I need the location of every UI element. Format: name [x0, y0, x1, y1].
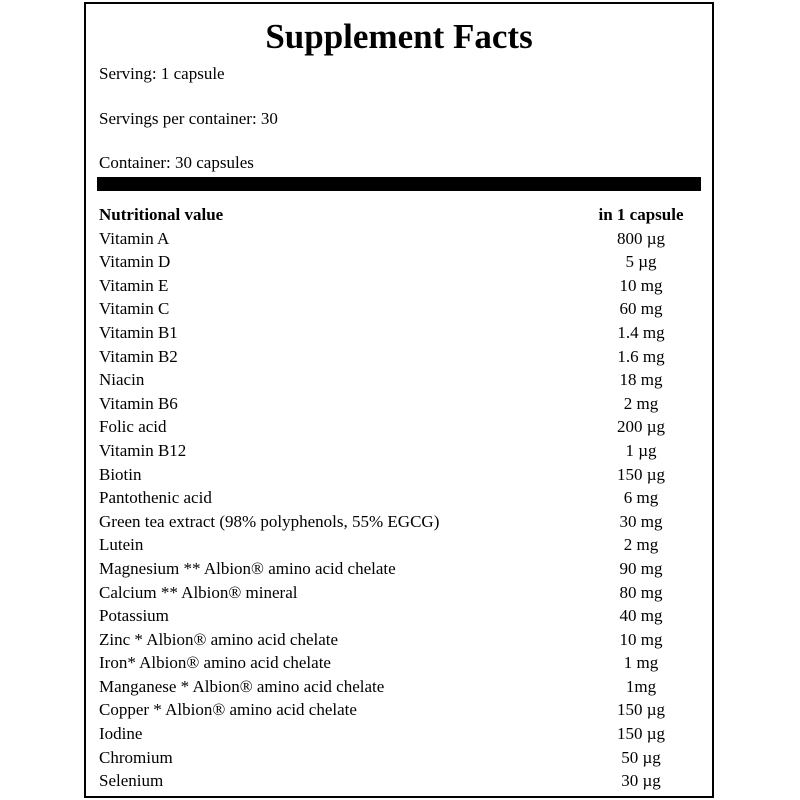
nutrient-amount: 10 mg	[619, 629, 663, 649]
nutrient-amount: 40 mg	[619, 606, 663, 626]
table-row	[99, 321, 699, 345]
nutrient-name: Lutein	[99, 535, 144, 555]
nutrient-amount: 2 mg	[623, 535, 659, 555]
table-row	[99, 227, 699, 251]
table-row	[99, 675, 699, 699]
nutrient-amount: 150 µg	[616, 700, 666, 720]
nutrient-name: Green tea extract (98% polyphenols, 55% EGCG)	[99, 511, 440, 531]
table-row	[99, 581, 699, 605]
nutrient-name: Magnesium ** Albion® amino acid chelate	[99, 558, 396, 578]
table-row	[99, 274, 699, 298]
nutrient-name: Iodine	[99, 724, 143, 744]
nutrient-name: Iron* Albion® amino acid chelate	[99, 653, 331, 673]
nutrient-name: Vitamin B2	[99, 346, 178, 366]
nutrient-name: Vitamin A	[99, 228, 170, 248]
table-row	[99, 415, 699, 439]
nutrient-name: Niacin	[99, 370, 145, 390]
divider-bar	[97, 177, 701, 191]
serving-size: Serving: 1 capsule	[99, 64, 225, 83]
nutrient-name: Selenium	[99, 771, 164, 791]
nutrient-name: Vitamin C	[99, 299, 170, 319]
nutrient-name: Manganese * Albion® amino acid chelate	[99, 676, 385, 696]
nutrient-amount: 5 µg	[625, 252, 657, 272]
nutrient-amount: 6 mg	[623, 488, 659, 508]
nutrient-name: Vitamin B6	[99, 393, 178, 413]
table-row	[99, 769, 699, 793]
nutrient-name: Pantothenic acid	[99, 488, 212, 508]
nutrition-table	[99, 203, 699, 793]
servings-per-container: Servings per container: 30	[99, 109, 278, 128]
nutrient-amount: 30 µg	[621, 771, 661, 791]
nutrient-amount: 60 mg	[619, 299, 663, 319]
nutrient-amount: 1 mg	[623, 653, 659, 673]
table-body	[99, 227, 699, 793]
nutrient-name: Chromium	[99, 747, 173, 767]
table-row	[99, 250, 699, 274]
table-row	[99, 604, 699, 628]
page-title: Supplement Facts	[265, 17, 533, 56]
nutrient-amount: 1mg	[625, 676, 657, 696]
container-size: Container: 30 capsules	[99, 153, 254, 172]
table-row	[99, 698, 699, 722]
table-row	[99, 368, 699, 392]
nutrient-amount: 1.6 mg	[617, 346, 665, 366]
nutrient-amount: 150 µg	[616, 464, 666, 484]
nutrient-name: Biotin	[99, 464, 142, 484]
table-row	[99, 746, 699, 770]
nutrient-amount: 18 mg	[619, 370, 663, 390]
nutrient-name: Vitamin D	[99, 252, 171, 272]
table-row	[99, 463, 699, 487]
nutrient-name: Vitamin B1	[99, 322, 178, 342]
table-row	[99, 486, 699, 510]
nutrient-name: Vitamin E	[99, 275, 169, 295]
nutrient-amount: 10 mg	[619, 275, 663, 295]
nutrient-name: Zinc * Albion® amino acid chelate	[99, 629, 339, 649]
table-row	[99, 297, 699, 321]
nutrient-name: Copper * Albion® amino acid chelate	[99, 700, 357, 720]
table-row	[99, 651, 699, 675]
nutrient-amount: 800 µg	[616, 228, 666, 248]
nutrient-amount: 30 mg	[619, 511, 663, 531]
nutrient-name: Vitamin B12	[99, 440, 187, 460]
table-row	[99, 722, 699, 746]
nutrient-amount: 1.4 mg	[617, 322, 665, 342]
nutrient-amount: 1 µg	[625, 440, 657, 460]
table-row	[99, 510, 699, 534]
table-row	[99, 557, 699, 581]
nutrient-name: Folic acid	[99, 417, 167, 437]
nutrient-amount: 50 µg	[621, 747, 661, 767]
table-row	[99, 439, 699, 463]
nutrient-amount: 90 mg	[619, 558, 663, 578]
nutrient-name: Potassium	[99, 606, 169, 626]
column-header-amount: in 1 capsule	[598, 205, 684, 224]
supplement-facts-panel	[84, 2, 714, 798]
column-header-nutrient: Nutritional value	[99, 205, 224, 224]
nutrient-name: Calcium ** Albion® mineral	[99, 582, 298, 602]
table-header-row	[99, 203, 699, 227]
nutrient-amount: 200 µg	[616, 417, 666, 437]
table-row	[99, 628, 699, 652]
nutrient-amount: 150 µg	[616, 724, 666, 744]
table-row	[99, 533, 699, 557]
nutrient-amount: 2 mg	[623, 393, 659, 413]
table-row	[99, 345, 699, 369]
table-row	[99, 392, 699, 416]
nutrient-amount: 80 mg	[619, 582, 663, 602]
